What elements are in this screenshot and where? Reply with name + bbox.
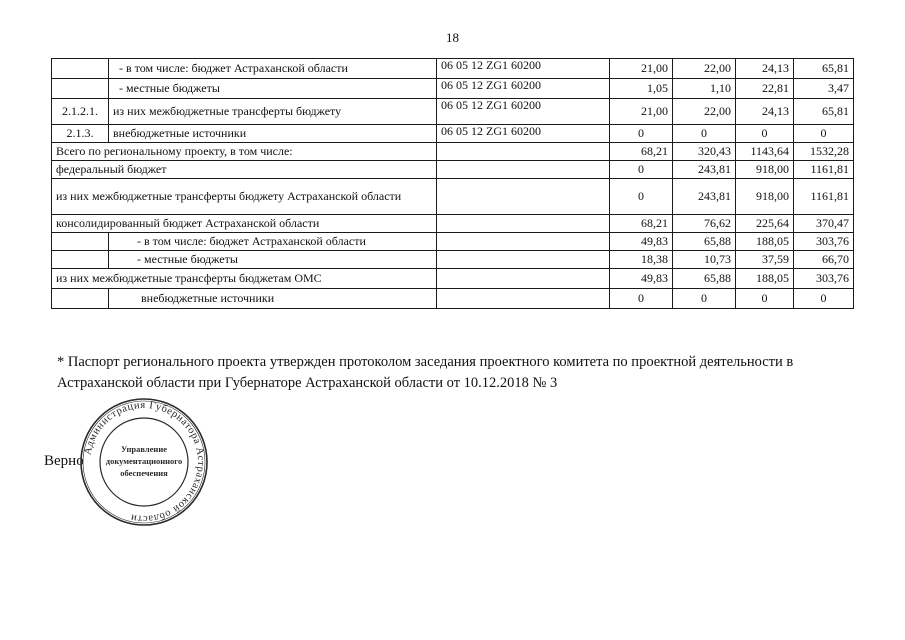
value-cell: 1161,81 [794, 161, 854, 179]
value-cell: 68,21 [610, 143, 673, 161]
value-cell: 243,81 [673, 179, 736, 215]
seal-inner-line: Управление [120, 444, 168, 454]
value-cell: 18,38 [610, 251, 673, 269]
seal-inner-line: обеспечения [120, 468, 168, 478]
value-cell: 918,00 [736, 161, 794, 179]
budget-code-cell: 06 05 12 ZG1 60200 [437, 79, 610, 99]
row-number-cell [52, 289, 109, 309]
value-cell: 24,13 [736, 99, 794, 125]
row-name-cell: - в том числе: бюджет Астраханской области [109, 59, 437, 79]
budget-code-cell: 06 05 12 ZG1 60200 [437, 99, 610, 125]
row-name-cell: из них межбюджетные трансферты бюджетам ОМС [52, 269, 437, 289]
row-number-cell [52, 59, 109, 79]
value-cell: 65,81 [794, 99, 854, 125]
value-cell: 22,00 [673, 99, 736, 125]
table-row [52, 79, 854, 99]
budget-code-cell [437, 289, 610, 309]
budget-code-cell: 06 05 12 ZG1 60200 [437, 125, 610, 143]
row-name-cell: - местные бюджеты [109, 79, 437, 99]
table-row [52, 215, 854, 233]
value-cell: 0 [610, 179, 673, 215]
value-cell: 188,05 [736, 233, 794, 251]
budget-code-cell [437, 143, 610, 161]
value-cell: 68,21 [610, 215, 673, 233]
table-row [52, 269, 854, 289]
value-cell: 1,05 [610, 79, 673, 99]
table-row [52, 143, 854, 161]
table-row [52, 251, 854, 269]
row-number-cell [52, 233, 109, 251]
value-cell: 0 [610, 125, 673, 143]
value-cell: 320,43 [673, 143, 736, 161]
value-cell: 0 [673, 125, 736, 143]
value-cell: 0 [794, 125, 854, 143]
value-cell: 65,88 [673, 233, 736, 251]
row-number-cell: 2.1.2.1. [52, 99, 109, 125]
value-cell: 65,81 [794, 59, 854, 79]
value-cell: 0 [610, 289, 673, 309]
value-cell: 49,83 [610, 233, 673, 251]
table-row [52, 233, 854, 251]
row-number-cell [52, 79, 109, 99]
value-cell: 21,00 [610, 99, 673, 125]
value-cell: 0 [736, 289, 794, 309]
value-cell: 10,73 [673, 251, 736, 269]
value-cell: 22,00 [673, 59, 736, 79]
row-name-cell: из них межбюджетные трансферты бюджету [109, 99, 437, 125]
row-name-cell: внебюджетные источники [109, 289, 437, 309]
budget-code-cell [437, 251, 610, 269]
value-cell: 37,59 [736, 251, 794, 269]
budget-code-cell [437, 269, 610, 289]
row-number-cell [52, 251, 109, 269]
table-row [52, 59, 854, 79]
value-cell: 0 [673, 289, 736, 309]
value-cell: 1161,81 [794, 179, 854, 215]
value-cell: 243,81 [673, 161, 736, 179]
row-name-cell: консолидированный бюджет Астраханской области [52, 215, 437, 233]
table-row [52, 289, 854, 309]
value-cell: 1532,28 [794, 143, 854, 161]
value-cell: 225,64 [736, 215, 794, 233]
budget-table [51, 58, 854, 309]
seal-outer-text: Администрация Губернатора Астраханской области [82, 399, 207, 525]
row-name-cell: Всего по региональному проекту, в том числе: [52, 143, 437, 161]
value-cell: 24,13 [736, 59, 794, 79]
footnote: * Паспорт регионального проекта утвержден протоколом заседания проектного комитета по проектной деятельности в Астраханской области при Губернаторе Астраханской области от 10.12.2018 № 3 [57, 354, 794, 391]
budget-code-cell [437, 215, 610, 233]
row-name-cell: внебюджетные источники [109, 125, 437, 143]
seal-inner-line: документационного [105, 456, 183, 466]
row-name-cell: - в том числе: бюджет Астраханской области [109, 233, 437, 251]
value-cell: 49,83 [610, 269, 673, 289]
row-number-cell: 2.1.3. [52, 125, 109, 143]
table-body [52, 59, 854, 309]
table-row [52, 99, 854, 125]
page-number: 18 [446, 30, 459, 45]
row-name-cell: из них межбюджетные трансферты бюджету Астраханской области [52, 179, 437, 215]
value-cell: 0 [610, 161, 673, 179]
value-cell: 22,81 [736, 79, 794, 99]
budget-code-cell [437, 233, 610, 251]
official-seal [78, 396, 210, 528]
value-cell: 65,88 [673, 269, 736, 289]
row-name-cell: - местные бюджеты [109, 251, 437, 269]
budget-code-cell: 06 05 12 ZG1 60200 [437, 59, 610, 79]
value-cell: 66,70 [794, 251, 854, 269]
value-cell: 918,00 [736, 179, 794, 215]
value-cell: 303,76 [794, 269, 854, 289]
value-cell: 1,10 [673, 79, 736, 99]
row-name-cell: федеральный бюджет [52, 161, 437, 179]
value-cell: 76,62 [673, 215, 736, 233]
value-cell: 0 [736, 125, 794, 143]
value-cell: 21,00 [610, 59, 673, 79]
signature-label: Верно [44, 453, 84, 469]
table-row [52, 161, 854, 179]
table-row [52, 179, 854, 215]
value-cell: 303,76 [794, 233, 854, 251]
budget-code-cell [437, 179, 610, 215]
value-cell: 188,05 [736, 269, 794, 289]
budget-code-cell [437, 161, 610, 179]
table-row [52, 125, 854, 143]
value-cell: 1143,64 [736, 143, 794, 161]
value-cell: 370,47 [794, 215, 854, 233]
value-cell: 3,47 [794, 79, 854, 99]
value-cell: 0 [794, 289, 854, 309]
